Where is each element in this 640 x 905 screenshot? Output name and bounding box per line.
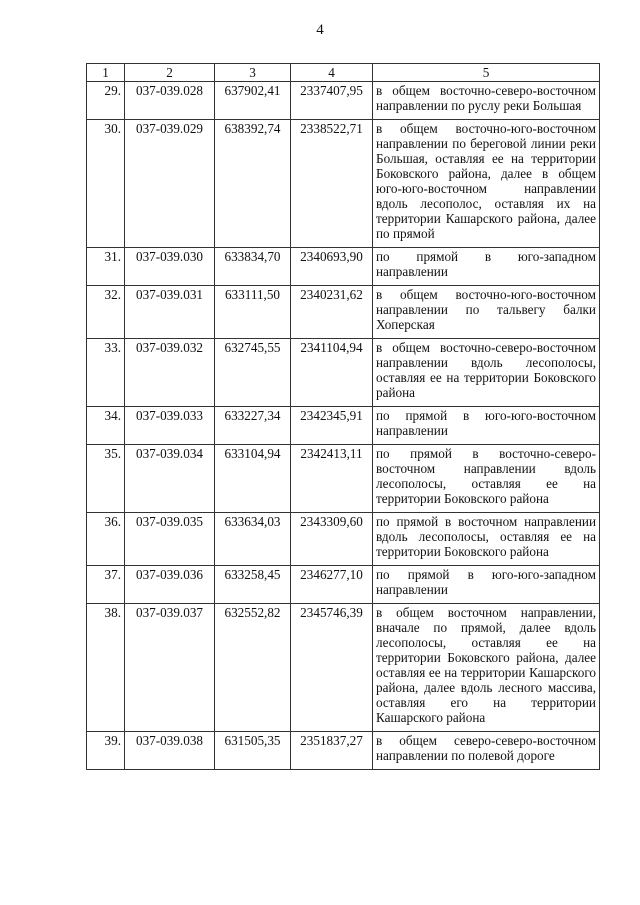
point-id: 037-039.036: [125, 566, 215, 604]
coord-x: 633104,94: [215, 445, 291, 513]
table-row: [87, 248, 600, 286]
segment-description: по прямой в юго-юго-восточном направлении: [373, 407, 600, 445]
segment-description: по прямой в юго-западном направлении: [373, 248, 600, 286]
point-id: 037-039.032: [125, 339, 215, 407]
coord-x: 632745,55: [215, 339, 291, 407]
segment-description: в общем восточно-юго-восточном направлении по береговой линии реки Большая, оставляя ее на территории Боковского района, далее в общем юго-юго-восточном направлении вдоль лесополос, оставляя их на территории Кашарского района, далее по прямой: [373, 120, 600, 248]
column-header-2: 2: [125, 64, 215, 82]
row-number: 31.: [87, 248, 125, 286]
column-header-3: 3: [215, 64, 291, 82]
segment-description: в общем северо-северо-восточном направлении по полевой дороге: [373, 732, 600, 770]
row-number: 35.: [87, 445, 125, 513]
segment-description: в общем восточно-северо-восточном направлении вдоль лесополосы, оставляя ее на территории Боковского района: [373, 339, 600, 407]
table-header-row: [87, 64, 600, 82]
column-header-5: 5: [373, 64, 600, 82]
point-id: 037-039.030: [125, 248, 215, 286]
table-body: [87, 82, 600, 770]
coord-y: 2345746,39: [291, 604, 373, 732]
coord-x: 633258,45: [215, 566, 291, 604]
coord-x: 633111,50: [215, 286, 291, 339]
point-id: 037-039.029: [125, 120, 215, 248]
segment-description: в общем восточно-северо-восточном направлении по руслу реки Большая: [373, 82, 600, 120]
table-row: [87, 82, 600, 120]
coord-y: 2346277,10: [291, 566, 373, 604]
point-id: 037-039.033: [125, 407, 215, 445]
coord-y: 2351837,27: [291, 732, 373, 770]
coord-x: 631505,35: [215, 732, 291, 770]
coord-y: 2340231,62: [291, 286, 373, 339]
table-row: [87, 120, 600, 248]
coord-y: 2337407,95: [291, 82, 373, 120]
row-number: 33.: [87, 339, 125, 407]
coord-x: 637902,41: [215, 82, 291, 120]
table-row: [87, 732, 600, 770]
coord-y: 2340693,90: [291, 248, 373, 286]
coord-y: 2342345,91: [291, 407, 373, 445]
point-id: 037-039.028: [125, 82, 215, 120]
table-row: [87, 513, 600, 566]
segment-description: по прямой в восточно-северо-восточном направлении вдоль лесополосы, оставляя ее на территории Боковского района: [373, 445, 600, 513]
row-number: 34.: [87, 407, 125, 445]
point-id: 037-039.038: [125, 732, 215, 770]
coord-x: 632552,82: [215, 604, 291, 732]
segment-description: в общем восточно-юго-восточном направлении по тальвегу балки Хоперская: [373, 286, 600, 339]
point-id: 037-039.031: [125, 286, 215, 339]
row-number: 32.: [87, 286, 125, 339]
table-row: [87, 445, 600, 513]
table-header: [87, 64, 600, 82]
coord-x: 633834,70: [215, 248, 291, 286]
table-row: [87, 566, 600, 604]
coord-y: 2343309,60: [291, 513, 373, 566]
segment-description: по прямой в юго-юго-западном направлении: [373, 566, 600, 604]
table-row: [87, 339, 600, 407]
coord-x: 633634,03: [215, 513, 291, 566]
row-number: 30.: [87, 120, 125, 248]
point-id: 037-039.037: [125, 604, 215, 732]
row-number: 38.: [87, 604, 125, 732]
table-row: [87, 286, 600, 339]
coord-y: 2338522,71: [291, 120, 373, 248]
coord-x: 638392,74: [215, 120, 291, 248]
row-number: 36.: [87, 513, 125, 566]
point-id: 037-039.035: [125, 513, 215, 566]
boundary-points-table: [86, 63, 600, 770]
table-row: [87, 604, 600, 732]
coord-y: 2342413,11: [291, 445, 373, 513]
page-number: 4: [316, 22, 324, 38]
row-number: 37.: [87, 566, 125, 604]
row-number: 29.: [87, 82, 125, 120]
coord-y: 2341104,94: [291, 339, 373, 407]
table-row: [87, 407, 600, 445]
row-number: 39.: [87, 732, 125, 770]
segment-description: в общем восточном направлении, вначале по прямой, далее вдоль лесополосы, оставляя ее на территории Боковского района, далее оставляя ее на территории Кашарского района, далее вдоль лесного массива, оставляя его на территории Кашарского района: [373, 604, 600, 732]
column-header-1: 1: [87, 64, 125, 82]
segment-description: по прямой в восточном направлении вдоль лесополосы, оставляя ее на территории Боковского района: [373, 513, 600, 566]
column-header-4: 4: [291, 64, 373, 82]
coord-x: 633227,34: [215, 407, 291, 445]
point-id: 037-039.034: [125, 445, 215, 513]
